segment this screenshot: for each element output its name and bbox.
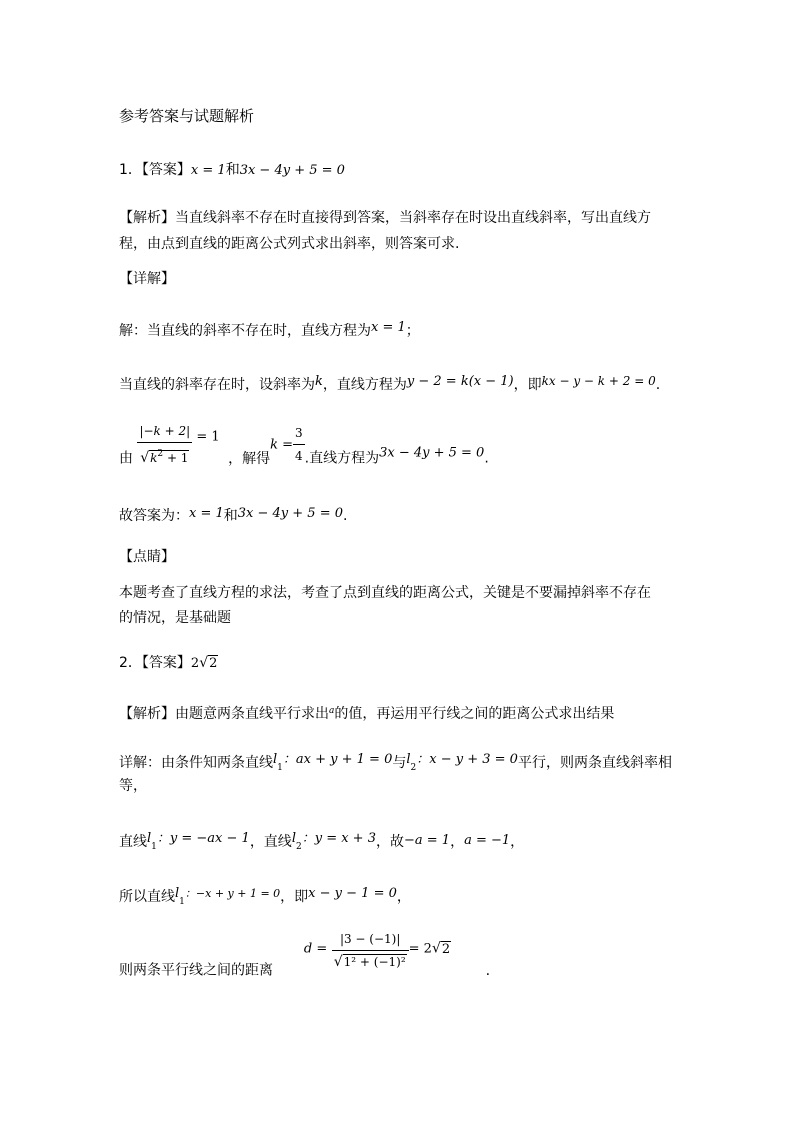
q2-answer-coef: 2 xyxy=(190,656,200,671)
q2-d3-end: ， xyxy=(396,889,411,905)
q2-detail-1-post: 平行，则两条直线斜率相 xyxy=(517,755,672,771)
q2-l1-sub: 1 xyxy=(277,763,283,773)
q1-step-2-eq2: kx − y − k + 2 = 0 xyxy=(541,374,656,388)
q2-d2-eq3: −a = 1 xyxy=(403,833,451,848)
q1-step-3-line: .直线方程为 xyxy=(304,450,380,467)
q1-step-1-end: ； xyxy=(405,323,420,339)
q2-d2-end: ， xyxy=(510,834,525,850)
q2-den-radicand: 1² + (−1)² xyxy=(343,955,406,969)
q1-fraction-denominator: $√k^2 + 1$ xyxy=(140,449,189,466)
q2-detail-4-pre: 则两条平行线之间的距离 xyxy=(119,962,273,979)
q2-analysis-post: 的值，再运用平行线之间的距离公式求出结果 xyxy=(334,706,615,722)
q2-l2-eq: ：x − y + 3 = 0 xyxy=(416,752,518,767)
q1-step-3-you: 由 xyxy=(119,450,133,467)
q2-d3-mid: ，即 xyxy=(280,889,309,905)
q2-yu: 与 xyxy=(392,755,407,771)
q1-step-2 xyxy=(119,371,660,395)
q2-fraction-numerator: |3 − (−1)| xyxy=(332,928,409,951)
q2-d2-eq2: ：y = x + 3 xyxy=(301,831,376,846)
q1-analysis-label: 【解析】 xyxy=(119,210,175,226)
q1-answer-b: 3x − 4y + 5 = 0 xyxy=(239,163,345,178)
q1-step-2-k: k xyxy=(315,374,323,389)
q2-d2-eq1: ：y = −ax − 1 xyxy=(156,831,250,846)
q1-step-2-eq: y − 2 = k(x − 1) xyxy=(406,374,514,389)
q1-step-3 xyxy=(119,420,489,470)
q1-conclusion-b: 3x − 4y + 5 = 0 xyxy=(237,506,343,521)
q1-conclusion-and: 和 xyxy=(223,508,238,524)
q2-d2-l2: l xyxy=(291,831,296,846)
q1-step-1-eq: x = 1 xyxy=(371,320,406,335)
q1-conclusion-a: x = 1 xyxy=(189,506,224,521)
q1-distance-fraction xyxy=(137,420,192,469)
page-title: 参考答案与试题解析 xyxy=(119,107,255,125)
q2-d2-mid: ，直线 xyxy=(249,834,292,850)
q1-head: 1．【答案】 xyxy=(119,162,191,178)
q1-comment-line-2: 的情况，是基础题 xyxy=(119,610,231,626)
q2-distance-fraction xyxy=(332,928,409,973)
q1-step-2-text: 当直线的斜率存在时，设斜率为 xyxy=(119,377,315,393)
q1-comment-label: 【点睛】 xyxy=(119,549,175,565)
q1-analysis-line-2: 程，由点到直线的距离公式列式求出斜率，则答案可求. xyxy=(119,236,460,252)
q2-d3-l1-sub: 1 xyxy=(179,897,185,907)
q1-answer-a: x = 1 xyxy=(190,163,226,178)
q1-step-3-k: k = xyxy=(270,437,293,453)
q2-d3-l1: l xyxy=(175,886,180,901)
q2-analysis-label: 【解析】 xyxy=(119,706,175,722)
q2-l1-eq: ：ax + y + 1 = 0 xyxy=(282,752,393,767)
q1-step-2-end: . xyxy=(655,377,661,393)
q2-analysis-var: a xyxy=(329,706,335,716)
q1-step-2-mid2: ，即 xyxy=(513,377,542,393)
q1-detail-label: 【详解】 xyxy=(119,271,175,287)
q2-d3-eq1: ：−x + y + 1 = 0 xyxy=(184,887,281,900)
q2-answer-radicand: 2 xyxy=(209,656,218,671)
q1-conclusion xyxy=(119,504,347,526)
q2-detail-1-pre: 详解：由条件知两条直线 xyxy=(119,755,273,771)
q1-and: 和 xyxy=(225,162,240,178)
q1-step-2-mid: ，直线方程为 xyxy=(322,377,407,393)
q2-fraction-denominator: √1² + (−1)² xyxy=(333,954,406,970)
q1-step-1 xyxy=(119,318,420,341)
q2-d2-eq4: a = −1 xyxy=(464,833,511,848)
q1-comment-line-1: 本题考查了直线方程的求法，考查了点到直线的距离公式，关键是不要漏掉斜率不存在 xyxy=(119,585,651,601)
q1-conclusion-end: . xyxy=(343,508,348,524)
q1-analysis-line-1 xyxy=(119,208,651,228)
q2-d2-l1-sub: 1 xyxy=(151,842,157,852)
q2-head: 2．【答案】 xyxy=(119,655,191,671)
q1-k-num: 3 xyxy=(293,422,305,445)
q2-detail-1 xyxy=(119,750,672,778)
q2-detail-3-pre: 所以直线 xyxy=(119,889,175,905)
q1-analysis-text-1: 当直线斜率不存在时直接得到答案，当斜率存在时设出直线斜率，写出直线方 xyxy=(175,210,651,226)
q2-d2-sep: ， xyxy=(450,834,465,850)
q1-k-den: 4 xyxy=(294,449,303,463)
q2-d4-d: d = xyxy=(303,941,328,957)
q1-conclusion-text: 故答案为： xyxy=(119,508,189,524)
q1-step-1-text: 解：当直线的斜率不存在时，直线方程为 xyxy=(119,323,371,339)
q2-detail-1-cont: 等， xyxy=(119,778,147,794)
q2-d2-gu: ，故 xyxy=(375,834,404,850)
q2-d4-end: . xyxy=(485,962,491,979)
q1-fraction-numerator: |−k + 2| xyxy=(137,420,192,443)
q2-d4-rad: 2 xyxy=(441,941,451,957)
q2-d3-eq2: x − y − 1 = 0 xyxy=(308,886,397,901)
q1-step-3-solve: ，解得 xyxy=(228,450,271,467)
q1-step-3-eq2: 3x − 4y + 5 = 0 xyxy=(379,445,485,461)
q1-step-3-end: . xyxy=(484,450,489,467)
q2-d2-l2-sub: 2 xyxy=(295,842,302,852)
q2-detail-2-pre: 直线 xyxy=(119,834,147,850)
q2-answer-line: 2．【答案】2√2 xyxy=(119,655,218,671)
q1-den-k: k xyxy=(150,451,158,465)
q2-d2-l1: l xyxy=(147,831,152,846)
q2-l2-sub: 2 xyxy=(410,763,417,773)
q2-l2: l xyxy=(406,752,411,767)
q2-l1: l xyxy=(273,752,278,767)
q1-step-3-eq1: = 1 xyxy=(192,429,220,445)
q2-analysis xyxy=(119,701,614,724)
q2-analysis-pre: 由题意两条直线平行求出 xyxy=(175,706,329,722)
q2-detail-3 xyxy=(119,884,411,912)
q2-detail-4: 则两条平行线之间的距离 d = $\frac{|3 - (-1)|}{\text{√1² + (−1)²}}$ = 2√2 . xyxy=(119,928,490,982)
q2-d4-res: = 2 xyxy=(408,941,432,957)
q1-k-fraction xyxy=(293,422,305,467)
q1-den-post: + 1 xyxy=(163,451,189,465)
q1-answer-line xyxy=(119,160,345,181)
q2-detail-2 xyxy=(119,829,524,857)
